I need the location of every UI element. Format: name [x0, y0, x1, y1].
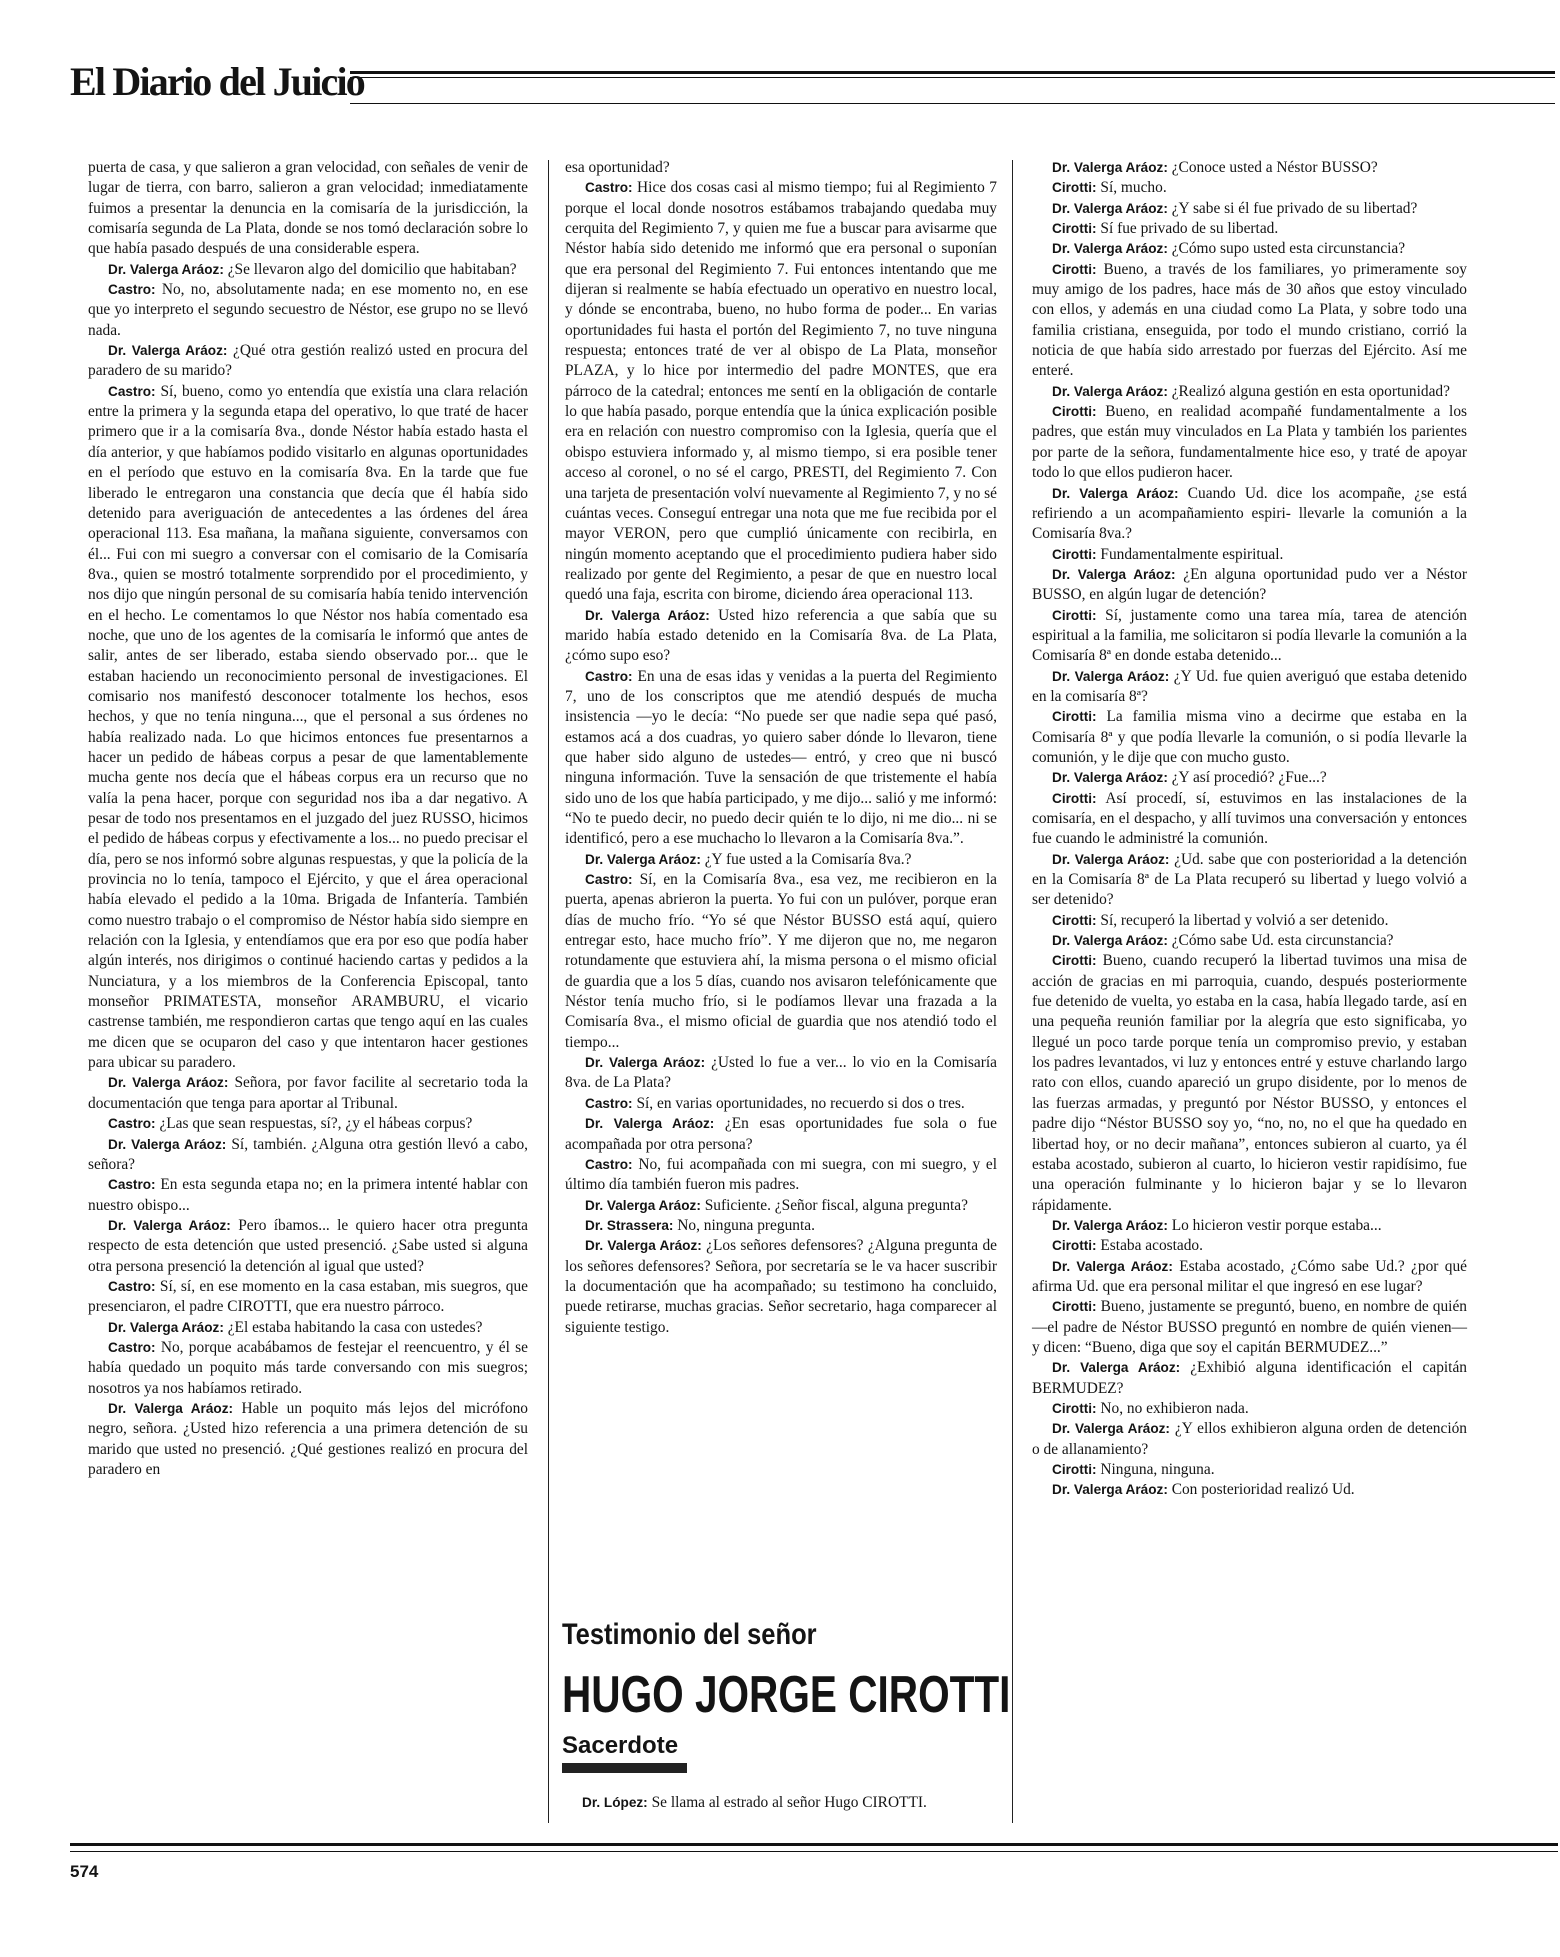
masthead — [70, 50, 1555, 110]
paragraph-text: Suficiente. ¿Señor fiscal, alguna pregunta? — [704, 1196, 968, 1214]
speaker-label: Dr. Valerga Aráoz: — [108, 1217, 231, 1233]
speaker-label: Dr. Valerga Aráoz: — [1052, 668, 1170, 684]
transcript-paragraph — [1032, 931, 1467, 951]
speaker-label: Cirotti: — [1052, 1462, 1097, 1477]
paragraph-text: esa oportunidad? — [565, 159, 670, 176]
speaker-label: Cirotti: — [1052, 709, 1097, 725]
speaker-label: Dr. Valerga Aráoz: — [585, 607, 710, 623]
transcript-paragraph — [565, 158, 997, 178]
speaker-label: Dr. Valerga Aráoz: — [1052, 200, 1168, 216]
speaker-label: Castro: — [585, 1095, 633, 1111]
speaker-label: Dr. Valerga Aráoz: — [108, 1136, 227, 1152]
transcript-paragraph — [1032, 1460, 1467, 1480]
paragraph-text: Sí, recuperó la libertad y volvió a ser detenido. — [1100, 911, 1389, 929]
speaker-label: Dr. López: — [582, 1795, 648, 1810]
paragraph-text: Se llama al estrado al señor Hugo CIROTTI. — [651, 1794, 927, 1811]
paragraph-text: Sí, justamente como una tarea mía, tarea de atención espiritual a la familia, me solicitaron si podía llevarle la comunión a la Comisaría 8ª en donde estaba detenido... — [1032, 606, 1467, 665]
speaker-label: Castro: — [108, 1116, 156, 1132]
transcript-paragraph — [565, 850, 997, 870]
speaker-label: Cirotti: — [1052, 1299, 1097, 1315]
witness-role: Sacerdote — [562, 1732, 679, 1759]
speaker-label: Dr. Valerga Aráoz: — [1052, 1482, 1168, 1498]
paragraph-text: ¿En alguna oportunidad pudo ver a Néstor BUSSO, en algún lugar de detención? — [1032, 565, 1467, 604]
paragraph-text: Hice dos cosas casi al mismo tiempo; fui al Regimiento 7 porque el local donde nosotros estábamos trabajando quedaba muy cerquita del Regimiento 7, y quien me fue a buscar para avisarme que Néstor había sido detenido me informó que era personal o suponían que era personal del Regimiento 7. Fui entonces intentando que me dijeran si realmente se había efectuado un operativo en nuestro local, y dónde se encontraba, bueno, no hubo forma de poder... En varias oportunidades fui hasta el portón del Regimiento 7, no tuve ninguna respuesta; entonces traté de ver al obispo de La Plata, monseñor PLAZA, y lo hice por intermedio del padre MONTES, que era párroco de la catedral; entonces me sentí en la obligación de contarle lo que había pasado, porque entendía que la única explicación posible era en relación con nuestro compromiso con la Iglesia, quería que el obispo estuviera informado y, al mismo tiempo, si era posible tener acceso al coronel, o no sé el cargo, PRESTI, del Regimiento 7. Con una tarjeta de presentación volví nuevamente al Regimiento 7, y no sé cuántas veces. Conseguí entregar una nota que me fue recibida por el mayor VERON, pero que cumplió únicamente con recibirla, en ningún momento aceptando que el procedimiento pudiera haber sido realizado por gente del Regimiento, a pesar de que en nuestro local quedó una faja, escrita con birome, diciendo área operacional 113. — [565, 179, 997, 604]
paragraph-text: No, no, absolutamente nada; en ese momento no, en ese que yo interpreto el segundo secuestro de Néstor, ese grupo no se llevó nada. — [88, 281, 528, 339]
transcript-paragraph — [565, 178, 997, 605]
speaker-label: Dr. Valerga Aráoz: — [1052, 383, 1168, 399]
paragraph-text: Fundamentalmente espiritual. — [1100, 545, 1284, 563]
speaker-label: Castro: — [108, 383, 156, 399]
transcript-paragraph — [565, 1196, 997, 1216]
column-separator — [1012, 160, 1013, 1823]
transcript-paragraph — [565, 1094, 997, 1114]
transcript-paragraph — [1032, 667, 1467, 708]
paragraph-text: Bueno, cuando recuperó la libertad tuvimos una misa de acción de gracias en mi parroquia, cuando, después posteriormente fue detenido de vuelta, yo estaba en la casa, había llegado tarde, así en una pequeña reunión familiar por la alegría que esto significaba, yo llegué un poco tarde porque tenía un compromiso previo, y estaban los padres levantados, vi luz y entonces entré y estuve charlando largo rato con ellos, cuando apareció un grupo disidente, por lo menos de las fuerzas armadas, y preguntó por Néstor BUSSO, y entonces el padre dijo “Néstor BUSSO soy yo, “no, no, no el que ha quedado en libertad hoy, or no decir mañana”, entonces subieron al cuarto, ya él estaba acostado, subieron al cuarto, lo hicieron vestir rapidísimo, fue una operación fulminante y lo hicieron bajar y se lo llevaron rápidamente. — [1032, 952, 1467, 1214]
speaker-label: Dr. Valerga Aráoz: — [1052, 1421, 1170, 1437]
transcript-paragraph — [88, 260, 528, 280]
transcript-paragraph — [565, 870, 997, 1053]
speaker-label: Cirotti: — [1052, 953, 1097, 969]
transcript-paragraph — [1032, 1419, 1467, 1460]
speaker-label: Cirotti: — [1052, 221, 1097, 237]
transcript-paragraph — [1032, 1399, 1467, 1419]
transcript-paragraph — [1032, 768, 1467, 788]
speaker-label: Dr. Valerga Aráoz: — [1052, 1258, 1173, 1274]
paragraph-text: Ninguna, ninguna. — [1100, 1461, 1215, 1478]
masthead-rule — [350, 71, 1555, 74]
paragraph-text: Sí, en la Comisaría 8va., esa vez, me recibieron en la puerta, apenas abrieron la puerta. Yo fui con un pulóver, porque eran días de mucho frío. “Yo sé que Néstor BUSSO está aquí, quiero entregar esto, hace mucho frío”. Y me dijeron que no, me negaron rotundamente que estuviera ahí, la misma persona o el mismo oficial de guardia que a los 5 días, cuando nos avisaron telefónicamente que Néstor tenía mucho frío, si le podíamos llevar una frazada a la Comisaría 8va., el mismo oficial de guardia que nos atendió todo el tiempo... — [565, 871, 997, 1051]
article-column-1 — [88, 158, 528, 1480]
transcript-paragraph — [1032, 260, 1467, 382]
paragraph-text: Sí, también. ¿Alguna otra gestión llevó a cabo, señora? — [88, 1135, 528, 1173]
transcript-paragraph — [565, 667, 997, 850]
transcript-paragraph — [1032, 1257, 1467, 1298]
publication-title: El Diario del Juicio — [70, 59, 365, 104]
paragraph-text: ¿Y sabe si él fue privado de su libertad? — [1171, 199, 1418, 217]
speaker-label: Dr. Valerga Aráoz: — [108, 343, 228, 359]
transcript-paragraph — [1032, 1358, 1467, 1399]
speaker-label: Cirotti: — [1052, 546, 1097, 562]
article-column-3 — [1032, 158, 1467, 1501]
paragraph-text: ¿Y fue usted a la Comisaría 8va.? — [704, 850, 912, 868]
transcript-paragraph — [565, 606, 997, 667]
testimony-heading-block — [562, 1618, 1011, 1829]
paragraph-text: Hable un poquito más lejos del micrófono negro, señora. ¿Usted hizo referencia a una primera detención de su marido que usted no presenció. ¿Qué gestiones realizó en procura del paradero en — [88, 1399, 528, 1478]
masthead-rule-thin — [350, 77, 1555, 78]
paragraph-text: ¿Cómo supo usted esta circunstancia? — [1171, 240, 1406, 258]
speaker-label: Castro: — [108, 1177, 156, 1193]
transcript-paragraph — [88, 1216, 528, 1277]
transcript-paragraph — [88, 382, 528, 1074]
transcript-paragraph — [88, 341, 528, 382]
speaker-label: Cirotti: — [1052, 261, 1097, 277]
speaker-label: Cirotti: — [1052, 180, 1097, 196]
paragraph-text: ¿Y Ud. fue quien averiguó que estaba detenido en la comisaría 8ª? — [1032, 667, 1467, 705]
speaker-label: Cirotti: — [1052, 912, 1097, 928]
paragraph-text: En una de esas idas y venidas a la puerta del Regimiento 7, uno de los conscriptos que me atendió después de mucha insistencia —yo le decía: “No puede ser que nadie sepa qué pasó, estamos acá a dos cuadras, yo quiero saber dónde lo llevaron, tiene que haber sido alguno de ustedes— entró, y creo que ni buscó ninguna información. Tuve la sensación de que tristemente el había sido uno de los que había participado, y me dijo... salió y me informó: “No te puedo decir, no puedo decir quién te lo dijo, ni me dio... ni se identificó, pero a ese muchacho lo llevaron a la Comisaría 8va.”. — [565, 667, 997, 848]
paragraph-text: ¿Se llevaron algo del domicilio que habitaban? — [227, 260, 517, 278]
speaker-label: Castro: — [108, 282, 156, 298]
paragraph-text: ¿Las que sean respuestas, sí?, ¿y el hábeas corpus? — [159, 1115, 473, 1133]
transcript-paragraph — [1032, 850, 1467, 911]
transcript-paragraph — [1032, 789, 1467, 850]
speaker-label: Dr. Valerga Aráoz: — [1052, 1217, 1168, 1233]
column-separator — [548, 160, 549, 1823]
paragraph-text: Pero íbamos... le quiero hacer otra pregunta respecto de esta detención que usted presenció. ¿Sabe usted si alguna otra persona presenció la detención al igual que usted? — [88, 1216, 528, 1275]
transcript-paragraph — [1032, 911, 1467, 931]
transcript-paragraph — [1032, 1480, 1467, 1500]
transcript-paragraph — [88, 1399, 528, 1480]
transcript-paragraph — [88, 1338, 528, 1399]
transcript-paragraph — [1032, 402, 1467, 483]
speaker-label: Dr. Valerga Aráoz: — [1052, 241, 1168, 257]
paragraph-text: Lo hicieron vestir porque estaba... — [1171, 1216, 1382, 1234]
paragraph-text: La familia misma vino a decirme que estaba en la Comisaría 8ª y que podía llevarle la comunión, o si podía llevarle la comunión, y le dije que con mucho gusto. — [1032, 708, 1467, 766]
speaker-label: Dr. Valerga Aráoz: — [108, 261, 224, 277]
transcript-paragraph — [1032, 565, 1467, 606]
paragraph-text: No, no exhibieron nada. — [1100, 1399, 1249, 1417]
paragraph-text: Bueno, en realidad acompañé fundamentalmente a los padres, que están muy vinculados en La Plata y también los parientes por parte de la señora, fundamentalmente hice eso, y traté de apoyar todo lo que ellos pudieron hacer. — [1032, 403, 1467, 482]
paragraph-text: Con posterioridad realizó Ud. — [1171, 1481, 1355, 1499]
paragraph-text: ¿Usted lo fue a ver... lo vio en la Comisaría 8va. de La Plata? — [565, 1054, 997, 1092]
paragraph-text: ¿Y ellos exhibieron alguna orden de detención o de allanamiento? — [1032, 1420, 1467, 1458]
transcript-paragraph — [565, 1053, 997, 1094]
transcript-paragraph — [565, 1216, 997, 1236]
transcript-paragraph — [1032, 178, 1467, 198]
transcript-paragraph — [88, 1114, 528, 1134]
paragraph-text: Usted hizo referencia a que sabía que su marido había estado detenido en la Comisaría 8va. de La Plata, ¿cómo supo eso? — [565, 606, 997, 665]
transcript-paragraph — [1032, 158, 1467, 178]
paragraph-text: ¿Y así procedió? ¿Fue...? — [1171, 769, 1327, 787]
paragraph-text: ¿Ud. sabe que con posterioridad a la detención en la Comisaría 8ª de La Plata recuperó su libertad y luego volvió a ser detenido? — [1032, 850, 1467, 909]
speaker-label: Dr. Valerga Aráoz: — [1052, 1360, 1181, 1376]
speaker-label: Dr. Valerga Aráoz: — [585, 1055, 706, 1071]
transcript-paragraph — [1032, 707, 1467, 768]
testimony-subheading: Testimonio del señor — [562, 1618, 817, 1651]
paragraph-text: Sí fue privado de su libertad. — [1100, 220, 1279, 238]
transcript-paragraph — [88, 1277, 528, 1318]
speaker-label: Dr. Valerga Aráoz: — [108, 1319, 224, 1335]
footer-rule — [70, 1843, 1558, 1846]
speaker-label: Dr. Valerga Aráoz: — [585, 851, 701, 867]
masthead-rule-bottom — [350, 103, 1555, 104]
transcript-paragraph — [1032, 1297, 1467, 1358]
speaker-label: Dr. Valerga Aráoz: — [1052, 851, 1170, 867]
speaker-label: Cirotti: — [1052, 1238, 1097, 1254]
article-column-2 — [565, 158, 997, 1338]
speaker-label: Dr. Valerga Aráoz: — [1052, 160, 1168, 175]
speaker-label: Dr. Valerga Aráoz: — [1052, 933, 1168, 949]
speaker-label: Cirotti: — [1052, 790, 1097, 806]
paragraph-text: ¿El estaba habitando la casa con ustedes? — [227, 1318, 483, 1336]
paragraph-text: Estaba acostado, ¿Cómo sabe Ud.? ¿por qué afirma Ud. que era personal militar el que ingresó en ese lugar? — [1032, 1257, 1467, 1295]
transcript-paragraph — [1032, 484, 1467, 545]
speaker-label: Castro: — [585, 1156, 633, 1172]
transcript-paragraph — [88, 280, 528, 341]
speaker-label: Dr. Valerga Aráoz: — [585, 1197, 701, 1213]
transcript-paragraph — [1032, 1236, 1467, 1256]
paragraph-text: ¿Cómo sabe Ud. esta circunstancia? — [1171, 932, 1394, 950]
paragraph-text: Sí, en varias oportunidades, no recuerdo si dos o tres. — [636, 1094, 965, 1112]
speaker-label: Cirotti: — [1052, 1400, 1097, 1416]
paragraph-text: No, porque acabábamos de festejar el reencuentro, y él se había quedado un poquito más tarde conversando con mis suegros; nosotros ya nos habíamos retirado. — [88, 1338, 528, 1397]
paragraph-text: Estaba acostado. — [1100, 1237, 1203, 1255]
speaker-label: Castro: — [585, 872, 633, 888]
transcript-paragraph — [1032, 219, 1467, 239]
speaker-label: Dr. Valerga Aráoz: — [1052, 485, 1179, 501]
witness-name-heading: HUGO JORGE CIROTTI — [562, 1666, 1011, 1724]
transcript-paragraph — [88, 1073, 528, 1114]
transcript-paragraph — [1032, 545, 1467, 565]
paragraph-text: ¿Realizó alguna gestión en esta oportunidad? — [1171, 382, 1450, 400]
paragraph-text: No, ninguna pregunta. — [677, 1216, 815, 1234]
testimony-intro-paragraph — [562, 1793, 997, 1813]
speaker-label: Castro: — [585, 668, 633, 684]
transcript-paragraph — [1032, 606, 1467, 667]
paragraph-text: Bueno, a través de los familiares, yo primeramente soy muy amigo de los padres, hace más de 30 años que estoy vinculado con ellos, y además en una ciudad como La Plata, y sobre todo una familia cristiana, enseguida, por todo el mundo cristiano, corrió la noticia de que había sido arrestado por fuerzas del Ejército. Así me enteré. — [1032, 260, 1467, 380]
paragraph-text: Así procedí, sí, estuvimos en las instalaciones de la comisaría, en el despacho, y allí tuvimos una conversación y entonces fue cuando le administré la comunión. — [1032, 789, 1467, 848]
paragraph-text: Bueno, justamente se preguntó, bueno, en nombre de quién —el padre de Néstor BUSSO preguntó en nombre de quién vienen— y dicen: “Bueno, diga que soy el capitán BERMUDEZ...” — [1032, 1298, 1467, 1356]
paragraph-text: En esta segunda etapa no; en la primera intenté hablar con nuestro obispo... — [88, 1176, 528, 1214]
page-number: 574 — [70, 1862, 99, 1881]
paragraph-text: ¿Exhibió alguna identificación el capitán BERMUDEZ? — [1032, 1359, 1467, 1397]
transcript-paragraph — [1032, 951, 1467, 1215]
paragraph-text: Sí, mucho. — [1100, 179, 1167, 197]
transcript-paragraph — [88, 158, 528, 260]
transcript-paragraph — [1032, 199, 1467, 219]
role-underline-bar — [562, 1763, 687, 1773]
transcript-paragraph — [1032, 1216, 1467, 1236]
speaker-label: Cirotti: — [1052, 607, 1097, 623]
paragraph-text: Señora, por favor facilite al secretario toda la documentación que tenga para aportar al Tribunal. — [88, 1074, 528, 1112]
speaker-label: Castro: — [585, 180, 633, 196]
paragraph-text: puerta de casa, y que salieron a gran velocidad, con señales de venir de lugar de tierra, con barro, salieron a gran velocidad; inmediatamente fuimos a presentar la denuncia en la comisaría de la jurisdicción, la comisaría segunda de La Plata, donde se nos tomó declaración sobre lo que había pasado después de una considerable espera. — [88, 159, 528, 258]
paragraph-text: ¿Los señores defensores? ¿Alguna pregunta de los señores defensores? Señora, por secretaría se le va hacer suscribir la documentación que ha acompañado; su testimono ha concluido, puede retirarse, muchas gracias. Señor secretario, haga comparecer al siguiente testigo. — [565, 1237, 997, 1336]
speaker-label: Castro: — [108, 1339, 156, 1355]
paragraph-text: Sí, bueno, como yo entendía que existía una clara relación entre la primera y la segunda etapa del operativo, lo que traté de hacer primero que ir a la comisaría 8va., donde Néstor había estado hasta el día anterior, y que habíamos podido visitarlo en algunas oportunidades en el período que estuvo en la comisaría 8va. En la tarde que fue liberado le entregaron una constancia que decía que él había sido detenido para averiguación de antecedentes a las órdenes del área operacional 113. Esa mañana, la mañana siguiente, conversamos con él... Fui con mi suegro a conversar con el comisario de la Comisaría 8va., quien se mostró totalmente sorprendido por el procedimiento, y nos dijo que ningún personal de su comisaría había tenido intervención en el hecho. Le comentamos lo que Néstor nos había comentado esa noche, que uno de los agentes de la comisaría le informó que antes de salir, antes de ser liberado, estaba siendo observado por... que le estaban haciendo un reconocimiento personal de investigaciones. El comisario nos manifestó desconocer totalmente los hechos, esos hechos, y que no tenía ninguna..., que el personal a sus órdenes no había realizado nada. Lo que hicimos entonces fue presentarnos a hacer un pedido de hábeas corpus a pesar de que lamentablemente mucha gente nos decía que el hábeas corpus era un recurso que no valía la pena hacer, porque con seguridad nos iba a dar negativo. A pesar de todo nos presentamos en el juzgado del juez RUSSO, hicimos el pedido de hábeas corpus y efectivamente a los... no puedo precisar el día, pero se nos informó sobre algunas respuestas, y que la policía de la provincia no lo tenía, tampoco el Ejército, y que el área operacional había elevado el pedido a la 10ma. Brigada de Infantería. También como nuestro trabajo o el compromiso de Néstor había sido siempre en relación con la Iglesia, y entendíamos que era por eso que podía haber algún interés, nos dirigimos o continué haciendo cartas y pedidos a la Nunciatura, y a los miembros de la Conferencia Episcopal, tanto monseñor PRIMATESTA, monseñor ARAMBURU, el vicario castrense también, me respondieron cartas que tengo aquí en las cuales me dicen que se ocuparon del caso y que intentaron hacer gestiones para ubicar su paradero. — [88, 382, 529, 1072]
transcript-paragraph — [88, 1135, 528, 1176]
speaker-label: Dr. Valerga Aráoz: — [1052, 566, 1176, 582]
paragraph-text: ¿Conoce usted a Néstor BUSSO? — [1171, 159, 1378, 176]
transcript-paragraph — [565, 1236, 997, 1338]
paragraph-text: No, fui acompañada con mi suegra, con mi suegro, y el último día también fueron mis padres. — [565, 1155, 997, 1194]
transcript-paragraph — [1032, 382, 1467, 402]
transcript-paragraph — [88, 1175, 528, 1216]
speaker-label: Dr. Valerga Aráoz: — [585, 1116, 715, 1132]
transcript-paragraph — [1032, 239, 1467, 259]
speaker-label: Dr. Valerga Aráoz: — [585, 1238, 702, 1254]
speaker-label: Dr. Valerga Aráoz: — [108, 1400, 234, 1416]
speaker-label: Castro: — [108, 1278, 156, 1294]
transcript-paragraph — [565, 1114, 997, 1155]
speaker-label: Dr. Valerga Aráoz: — [1052, 770, 1168, 786]
speaker-label: Cirotti: — [1052, 404, 1097, 420]
paragraph-text: Cuando Ud. dice los acompañe, ¿se está refiriendo a un acompañamiento espiri- llevarle la comunión a la Comisaría 8va.? — [1032, 484, 1467, 543]
speaker-label: Dr. Valerga Aráoz: — [108, 1075, 229, 1091]
paragraph-text: ¿En esas oportunidades fue sola o fue acompañada por otra persona? — [565, 1115, 997, 1153]
footer-rule-thin — [70, 1851, 1558, 1852]
transcript-paragraph — [88, 1318, 528, 1338]
paragraph-text: ¿Qué otra gestión realizó usted en procura del paradero de su marido? — [88, 342, 528, 380]
paragraph-text: Sí, sí, en ese momento en la casa estaban, mis suegros, que presenciaron, el padre CIROTTI, que era nuestro párroco. — [88, 1277, 528, 1316]
speaker-label: Dr. Strassera: — [585, 1217, 674, 1233]
transcript-paragraph — [565, 1155, 997, 1196]
